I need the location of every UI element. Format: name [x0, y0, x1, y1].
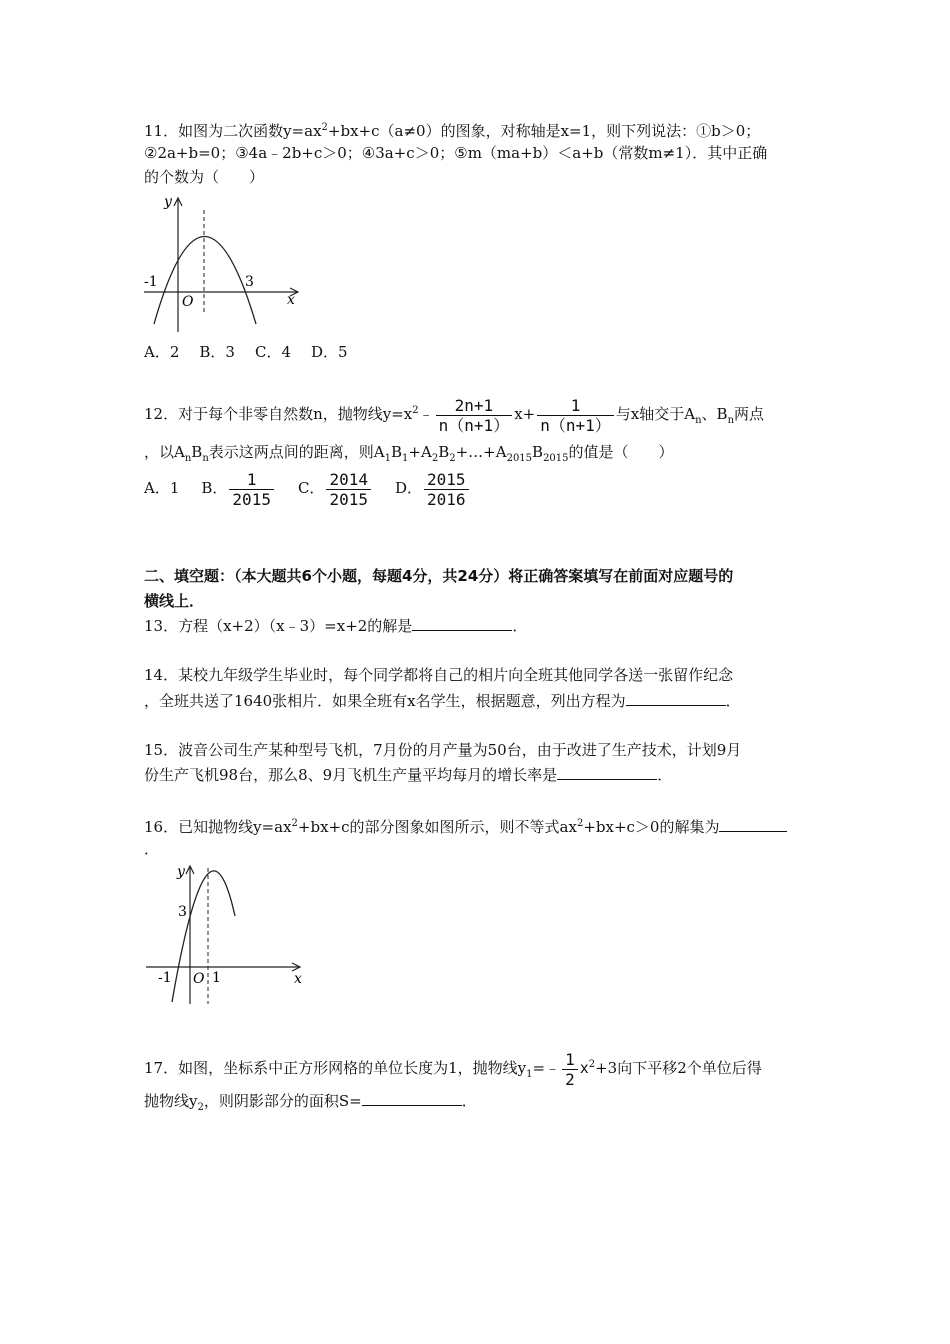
q12-l2-sub5: 2 [431, 453, 439, 464]
q12-l2-sub7: 2015 [506, 453, 533, 464]
q17-text-e: ，则阴影部分的面积S= [203, 1092, 362, 1110]
q12-suffix-c: 两点 [734, 405, 765, 423]
q11-sup: 2 [321, 122, 328, 133]
q12-minus: ﹣ [418, 405, 434, 423]
q12-l2-h: B [532, 443, 544, 461]
q16-y-label: y [177, 864, 185, 880]
q14-end: ． [725, 692, 741, 710]
q11-option-a: A．2 [144, 343, 180, 361]
q13-answer-blank[interactable] [412, 616, 512, 631]
q12-l2-b: B [191, 443, 203, 461]
section2-heading-line2: 横线上． [144, 592, 205, 610]
q11-parabola-curve [154, 237, 256, 325]
q11-text-a: 11．如图为二次函数y=ax [144, 122, 322, 140]
q12-l2-a: ，以A [144, 443, 185, 461]
q12-l2-sub4: 1 [402, 453, 409, 464]
q12-line1 [144, 389, 764, 443]
q11-text-b: +bx+c（a≠0）的图象，对称轴是x=1，则下列说法：①b＞0； [327, 122, 761, 140]
q12-prefix: 12．对于每个非零自然数n，抛物线y=x [144, 405, 413, 423]
q15-answer-blank[interactable] [557, 765, 657, 780]
q12-optd-num: 2015 [427, 469, 466, 489]
q12-l2-sub8: 2015 [543, 453, 569, 464]
q12-sub-n1: n [695, 415, 702, 426]
q12-options [144, 466, 471, 510]
q12-suffix-b: 、B [701, 405, 728, 423]
q12-l2-sub2: n [202, 453, 209, 464]
section2-heading-line1: 二、填空题：（本大题共6个小题，每题4分，共24分）将正确答案填写在前面对应题号的 [144, 567, 734, 585]
q11-right-root-label: 3 [245, 274, 254, 290]
q12-suffix-a: 与x轴交于A [615, 405, 696, 423]
q14-text: ，全班共送了1640张相片．如果全班有x名学生，根据题意，列出方程为 [144, 692, 626, 710]
q17-text-b: =﹣ [532, 1059, 561, 1077]
q17-text-d: 抛物线y [144, 1092, 198, 1110]
q17-frac-num: 1 [565, 1049, 575, 1069]
q16-axis-label: 1 [212, 970, 221, 986]
q16-text-c: +bx+c＞0的解集为 [583, 818, 720, 836]
q14-line1: 14．某校九年级学生毕业时，每个同学都将自己的相片向全班其他同学各送一张留作纪念 [144, 666, 734, 684]
q12-option-b-fraction [229, 470, 274, 509]
q13-text: 13．方程（x+2）（x﹣3）=x+2的解是 [144, 617, 413, 635]
q12-x-plus: x+ [514, 405, 536, 423]
q12-option-b: B． [201, 479, 228, 497]
q11-option-c: C．4 [254, 343, 291, 361]
q12-l2-c: 表示这两点间的距离，则A [208, 443, 385, 461]
q11-line1 [144, 117, 760, 142]
q12-l2-f: B [438, 443, 450, 461]
q15-end: ． [657, 766, 673, 784]
q11-y-label: y [164, 194, 172, 210]
q16-line1 [144, 813, 787, 838]
q11-line2: ②2a+b=0；③4a﹣2b+c＞0；④3a+c＞0；⑤m（ma+b）＜a+b（常数m≠1）．其中正确 [144, 144, 768, 162]
q16-text-b: +bx+c的部分图象如图所示，则不等式ax [297, 818, 577, 836]
q12-sub-n2: n [727, 415, 735, 426]
q15-text: 份生产飞机98台，那么8、9月飞机生产量平均每月的增长率是 [144, 766, 558, 784]
q12-option-d-fraction [424, 470, 469, 509]
q16-text-a: 16．已知抛物线y=ax [144, 818, 292, 836]
q12-optc-num: 2014 [329, 469, 368, 489]
q11-line3: 的个数为（ ） [144, 168, 265, 186]
q12-l2-g: +…+A [455, 443, 507, 461]
q17-sub1: 1 [526, 1069, 533, 1080]
q12-option-c-fraction [326, 470, 371, 509]
q11-options [144, 341, 348, 363]
q12-frac2-den: n（n+1） [537, 415, 614, 435]
q14-line2 [144, 690, 741, 712]
q12-sup: 2 [412, 405, 419, 416]
q12-fraction-1 [436, 396, 513, 435]
q12-l2-e: +A [408, 443, 432, 461]
q12-l2-sub1: n [184, 453, 192, 464]
q17-end: ． [461, 1092, 477, 1110]
q11-option-d: D．5 [311, 343, 348, 361]
q16-left-root-label: -1 [158, 970, 172, 986]
q17-sub2: 2 [197, 1102, 204, 1113]
q16-answer-blank[interactable] [719, 817, 787, 832]
q16-x-label: x [294, 971, 302, 987]
q17-x: x [579, 1059, 589, 1077]
q15-line2 [144, 764, 672, 786]
q12-fraction-2 [537, 396, 614, 435]
q11-left-root-label: -1 [144, 274, 158, 290]
q16-y-intercept-label: 3 [178, 904, 187, 920]
q12-option-a: A．1 [144, 479, 180, 497]
q15-line1: 15．波音公司生产某种型号飞机，7月份的月产量为50台，由于改进了生产技术，计划9月 [144, 741, 742, 759]
q16-sup-a: 2 [291, 818, 298, 829]
q13-line [144, 615, 527, 637]
q12-optc-den: 2015 [326, 489, 371, 509]
q12-l2-d: B [391, 443, 403, 461]
q11-x-label: x [287, 292, 295, 308]
q12-optb-den: 2015 [229, 489, 274, 509]
q17-line1 [144, 1043, 762, 1097]
q16-line2: ． [144, 840, 160, 858]
q16-sup-b: 2 [576, 818, 584, 829]
q16-origin-label: O [193, 971, 205, 987]
q12-option-c: C． [297, 479, 325, 497]
q17-text-c: +3向下平移2个单位后得 [595, 1059, 762, 1077]
q14-answer-blank[interactable] [626, 691, 726, 706]
q11-origin-label: O [182, 294, 194, 310]
q12-optb-num: 1 [246, 469, 257, 489]
q12-frac1-den: n（n+1） [436, 415, 513, 435]
q11-option-b: B．3 [199, 343, 235, 361]
q17-line2 [144, 1090, 477, 1119]
q12-l2-i: 的值是（ ） [568, 443, 674, 461]
q12-frac1-num: 2n+1 [454, 395, 494, 415]
q17-fraction [562, 1050, 578, 1089]
q12-option-d: D． [394, 479, 422, 497]
q12-l2-sub6: 2 [449, 453, 456, 464]
q13-end: ． [512, 617, 528, 635]
q16-parabola-graph [140, 860, 310, 1010]
q17-sup: 2 [588, 1059, 596, 1070]
q12-optd-den: 2016 [424, 489, 469, 509]
q17-frac-den: 2 [562, 1069, 578, 1089]
q17-answer-blank[interactable] [362, 1091, 462, 1106]
q11-parabola-graph [140, 192, 310, 337]
q12-frac2-num: 1 [570, 395, 581, 415]
q17-text-a: 17．如图，坐标系中正方形网格的单位长度为1，抛物线y [144, 1059, 527, 1077]
q12-l2-sub3: 1 [384, 453, 391, 464]
